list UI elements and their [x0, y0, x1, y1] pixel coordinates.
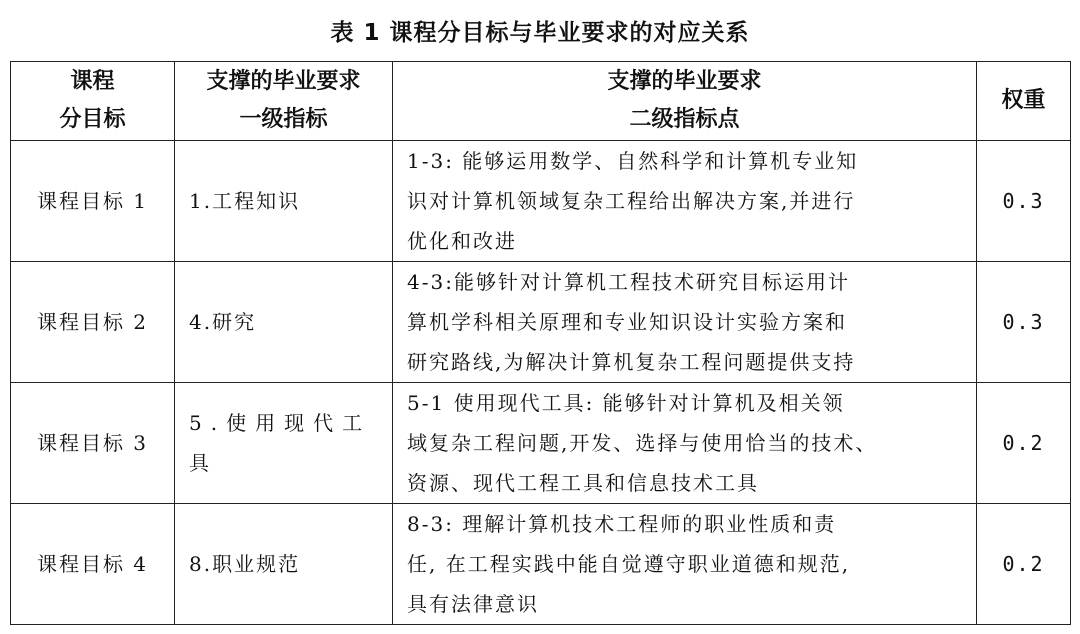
header-indicator	[393, 62, 977, 141]
goal-cell: 课程目标 4	[11, 504, 175, 625]
course-objectives-table	[10, 61, 1071, 625]
requirement-cell	[175, 141, 393, 262]
requirement-cell	[175, 383, 393, 504]
indicator-cell	[393, 262, 977, 383]
indicator-line: 优化和改进	[407, 229, 517, 253]
requirement-line: 4.研究	[189, 310, 257, 334]
header-requirement-line-2: 一级指标	[239, 107, 328, 132]
header-goal-line-1: 课程	[70, 69, 115, 94]
indicator-line: 研究路线,为解决计算机复杂工程问题提供支持	[407, 350, 856, 374]
indicator-cell	[393, 383, 977, 504]
indicator-line: 5-1 使用现代工具: 能够针对计算机及相关领	[407, 391, 845, 415]
goal-cell: 课程目标 1	[11, 141, 175, 262]
weight-cell: 0.2	[977, 504, 1071, 625]
indicator-line: 8-3: 理解计算机技术工程师的职业性质和责	[407, 512, 837, 536]
requirement-cell	[175, 504, 393, 625]
indicator-line: 具有法律意识	[407, 592, 539, 616]
weight-cell: 0.2	[977, 383, 1071, 504]
header-requirement	[175, 62, 393, 141]
weight-cell: 0.3	[977, 262, 1071, 383]
requirement-line: 5.使用现代工	[189, 411, 372, 435]
indicator-line: 4-3:能够针对计算机工程技术研究目标运用计	[407, 270, 850, 294]
indicator-cell	[393, 141, 977, 262]
goal-cell: 课程目标 2	[11, 262, 175, 383]
table-row	[11, 262, 1071, 383]
table-row	[11, 383, 1071, 504]
requirement-line: 1.工程知识	[189, 189, 301, 213]
header-indicator-line-1: 支撑的毕业要求	[607, 69, 762, 94]
table-row	[11, 504, 1071, 625]
indicator-line: 任, 在工程实践中能自觉遵守职业道德和规范,	[407, 552, 851, 576]
header-goal-line-2: 分目标	[59, 107, 126, 132]
indicator-line: 算机学科相关原理和专业知识设计实验方案和	[407, 310, 847, 334]
header-goal	[11, 62, 175, 141]
requirement-line: 具	[189, 451, 218, 475]
indicator-line: 识对计算机领域复杂工程给出解决方案,并进行	[407, 189, 856, 213]
requirement-cell	[175, 262, 393, 383]
header-weight: 权重	[977, 62, 1071, 141]
indicator-line: 1-3: 能够运用数学、自然科学和计算机专业知	[407, 149, 859, 173]
goal-cell: 课程目标 3	[11, 383, 175, 504]
indicator-cell	[393, 504, 977, 625]
header-row	[11, 62, 1071, 141]
header-requirement-line-1: 支撑的毕业要求	[206, 69, 361, 94]
weight-cell: 0.3	[977, 141, 1071, 262]
table-row	[11, 141, 1071, 262]
requirement-line: 8.职业规范	[189, 552, 301, 576]
table-title: 表 1 课程分目标与毕业要求的对应关系	[330, 20, 750, 46]
header-indicator-line-2: 二级指标点	[629, 107, 740, 132]
indicator-line: 资源、现代工程工具和信息技术工具	[407, 471, 759, 495]
indicator-line: 域复杂工程问题,开发、选择与使用恰当的技术、	[407, 431, 878, 455]
